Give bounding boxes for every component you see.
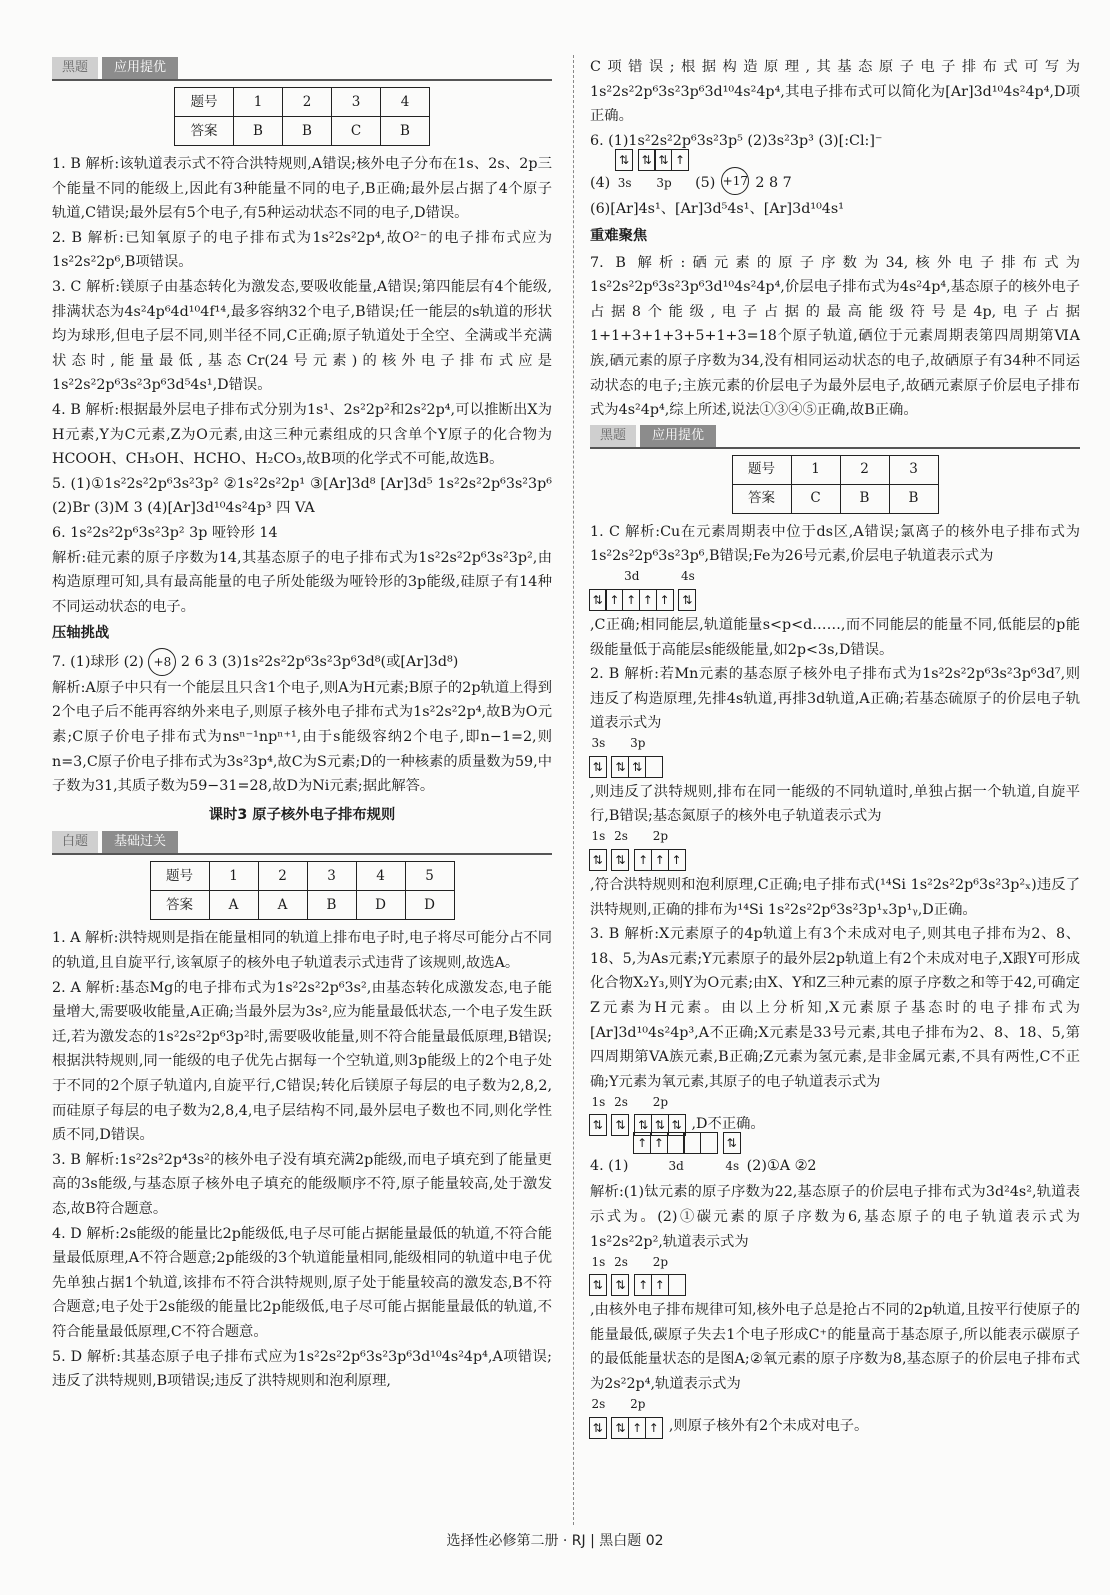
page-footer: 选择性必修第二册 · RJ | 黑白题 02 — [446, 1533, 664, 1549]
table-cell: B — [381, 117, 430, 146]
orbital-2p: 2p ↑ ↑ — [635, 1250, 685, 1297]
answer-item: 7. B 解析:硒元素的原子序数为34,核外电子排布式为1s²2s²2p⁶3s²3p⁶3d¹⁰4s²4p⁴,价层电子排布式为4s²4p⁴,基态原子的核外电子占据8个能级,电子占据的最高能级符号是4p,电子占据1+1+3+1+3+5+1+3=18个原子轨道,硒位于元素周期表第四周期第ⅥA族,硒元素的原子序数为34,没有相同运动状态的电子,故硒原子有34种不同运动状态的电子;主族元素的价层电子为最外层电子,故硒元素原子价层电子排布式为4s²4p⁴,综上所述,说法①③④⑤正确,故B正确。 — [590, 254, 1080, 419]
o-valence-orbital-diagram — [590, 1396, 1080, 1439]
answer-item: 1. B 解析:该轨道表示式不符合洪特规则,A错误;核外电子分布在1s、2s、2p三个能量不同的能级上,因此有3种能量不同的电子,B正确;最外层占据了4个原子轨道,C错误;最外层有5个电子,有5种运动状态不同的电子,D错误。 — [52, 156, 552, 222]
band-tag: 黑题 — [590, 425, 636, 447]
table-cell: 题号 — [732, 455, 791, 484]
q7-lead: 7. (1)球形 (2) — [52, 653, 144, 670]
o-orbital-diagram — [590, 1096, 1080, 1136]
orbital-2p: 2p ⇅ ⇅ ⇅ — [635, 1090, 685, 1137]
table-cell: B — [234, 117, 283, 146]
table-cell: 4 — [381, 88, 430, 117]
band-title: 基础过关 — [102, 831, 178, 853]
orbital-label: 2p — [652, 829, 669, 844]
table-cell: 答案 — [175, 117, 234, 146]
ti-orbital-diagram — [590, 1135, 1080, 1178]
orbital-2s: 2s ⇅ — [613, 824, 630, 871]
band-title: 应用提优 — [102, 57, 178, 79]
orbital-label: 2p — [652, 1254, 669, 1269]
section-band-1 — [52, 57, 552, 81]
answer-item-7 — [52, 648, 552, 676]
section-band-2 — [52, 831, 552, 855]
answer-item: 4. B 解析:根据最外层电子排布式分别为1s¹、2s²2p²和2s²2p⁴,可以推断出X为H元素,Y为C元素,Z为O元素,由这三种元素组成的只含单个Y原子的化合物为HCOOH、CH₃OH、HCHO、H₂CO₃,故B项的化学式不可能,故选B。 — [52, 401, 552, 468]
table-cell: 2 — [840, 455, 889, 484]
orbital-2p: 2p ↑ ↑ ↑ — [635, 824, 685, 871]
table-cell: A — [258, 891, 307, 920]
table-cell: 1 — [791, 455, 840, 484]
table-cell: 1 — [209, 862, 258, 891]
orbital-label: 4s — [725, 1158, 740, 1173]
column-divider — [573, 55, 575, 1525]
table-cell: D — [356, 891, 405, 920]
orbital-label: 1s — [591, 1254, 606, 1269]
answer-item: 3. C 解析:镁原子由基态转化为激发态,要吸收能量,A错误;第四能层有4个能级,排满状态为4s²4p⁶4d¹⁰4f¹⁴,最多容纳32个电子,B错误;任一能层的s轨道的形状均为球形,但电子层不同,则半径不同,C正确;原子轨道处于全空、全满或半充满状态时,能量最低,基态Cr(24号元素)的核外电子排布式应是1s²2s²2p⁶3s²3p⁶3d⁵4s¹,D错误。 — [52, 278, 552, 394]
answer-item: 2. B 解析:已知氧原子的电子排布式为1s²2s²2p⁴,故O²⁻的电子排布式应为1s²2s²2p⁶,B项错误。 — [52, 229, 552, 271]
q4-label: 4. (1) — [590, 1157, 629, 1174]
orbital-1s: 1s ⇅ — [590, 1250, 607, 1297]
orbital-3d: ↑ ↑ 3d — [634, 1132, 718, 1179]
right-column — [590, 55, 1080, 1441]
answer-explanation — [590, 1180, 1080, 1254]
table-cell: B — [283, 117, 332, 146]
table-cell: D — [405, 891, 454, 920]
table-cell: B — [307, 891, 356, 920]
answer-tail: ,D不正确。 — [691, 1115, 765, 1132]
answer-item: 5. (1)①1s²2s²2p⁶3s²3p² ②1s²2s²2p¹ ③[Ar]3d⁸ [Ar]3d⁵ 1s²2s²2p⁶3s²3p⁶ (2)Br (3)M 3 (4)[Ar]3d¹⁰4s²4p³ 四 VA — [52, 475, 552, 517]
table-cell: 2 — [283, 88, 332, 117]
orbital-2s: 2s ⇅ — [590, 1392, 607, 1439]
orbital-3p: 3p ⇅ ⇅ — [613, 731, 663, 778]
answer-item: (6)[Ar]4s¹、[Ar]3d⁵4s¹、[Ar]3d¹⁰4s¹ — [590, 201, 844, 218]
orbital-label: 2s — [614, 1094, 628, 1109]
q6-orbitals-row — [590, 152, 1080, 195]
orbital-3s: 3s ⇅ — [590, 731, 607, 778]
orbital-label: 3d — [668, 1158, 684, 1173]
table-cell: 题号 — [175, 88, 234, 117]
answer-table-1 — [174, 87, 430, 146]
table-cell: 2 — [258, 862, 307, 891]
orbital-label: 3p — [656, 175, 672, 190]
table-cell: 答案 — [732, 484, 791, 513]
answer-table-3 — [732, 455, 939, 514]
orbital-label: 2s — [614, 829, 628, 844]
text-segment: 解析:(1)钛元素的原子序数为22,基态原子的价层电子排布式为3d²4s²,轨道表示式为 — [590, 1184, 1080, 1225]
orbital-3p: ⇅ ⇅ ↑ 3p — [639, 149, 689, 196]
q7-rest: 3 (3)1s²2s²2p⁶3s²3p⁶3d⁸(或[Ar]3d⁸) — [208, 653, 459, 670]
orbital-4s: 4s ⇅ — [680, 564, 697, 611]
answer-item: 3. B 解析:1s²2s²2p⁴3s²的核外电子没有填充满2p能级,而电子填充到了能量更高的3s能级,与基态原子核外电子填充的能级顺序不符,原子能量较高,处于激发态,故B符合题意。 — [52, 1151, 552, 1217]
left-column — [52, 55, 552, 1394]
answer-item: ,符合洪特规则和泡利原理,C正确;电子排布式(¹⁴Si 1s²2s²2p⁶3s²3p²ₓ)违反了洪特规则,正确的排布为¹⁴Si 1s²2s²2p⁶3s²3p¹ₓ3p¹ᵧ,D正确。 — [590, 877, 1080, 918]
lesson-title: 课时3 原子核外电子排布规则 — [208, 806, 396, 823]
q6-part4-label: (4) — [590, 174, 611, 191]
orbital-label: 3s — [617, 175, 632, 190]
table-cell: 1 — [234, 88, 283, 117]
orbital-label: 3p — [630, 736, 646, 751]
q6-part5-label: (5) — [695, 174, 716, 191]
answer-item: 6. 1s²2s²2p⁶3s²3p² 3p 哑铃形 14 — [52, 524, 278, 541]
table-cell: C — [332, 117, 381, 146]
table-cell: C — [791, 484, 840, 513]
s-orbital-diagram — [590, 738, 1080, 778]
answer-explanation: 解析:硅元素的原子序数为14,其基态原子的电子排布式为1s²2s²2p⁶3s²3p²,由构造原理可知,具有最高能量的电子所处能级为哑铃形的3p能级,硅原子有14种不同运动状态的电子。 — [52, 549, 552, 615]
fe-orbital-diagram — [590, 571, 1080, 611]
table-cell: 答案 — [150, 891, 209, 920]
band-title: 应用提优 — [640, 425, 716, 447]
table-cell: B — [889, 484, 938, 513]
answer-item: 1. C 解析:Cu在元素周期表中位于ds区,A错误;氯离子的核外电子排布式为1s²2s²2p⁶3s²3p⁶,B错误;Fe为26号元素,价层电子轨道表示式为 — [590, 523, 1080, 565]
band-tag: 白题 — [52, 831, 98, 853]
table-cell: 3 — [332, 88, 381, 117]
orbital-label: 2s — [591, 1396, 606, 1411]
n-orbital-diagram — [590, 831, 1080, 871]
orbital-label: 1s — [591, 1094, 606, 1109]
table-cell: B — [840, 484, 889, 513]
section-band-3 — [590, 425, 1080, 449]
orbital-label: 2p — [652, 1094, 669, 1109]
orbital-label: 3d — [624, 569, 640, 584]
orbital-3d: 3d ⇅ ↑ ↑ ↑ ↑ — [590, 564, 674, 611]
table-cell: 3 — [889, 455, 938, 484]
orbital-2s: 2s ⇅ — [613, 1090, 630, 1137]
answer-item: ,C正确;相同能层,轨道能量s<p<d……,而不同能层的能量不同,低能层的p能级能量低于高能层s能级能量,如2p<3s,D错误。 — [590, 616, 1080, 658]
orbital-3s: ⇅ 3s — [616, 149, 633, 196]
table-cell: 4 — [356, 862, 405, 891]
atom-nucleus-icon: +17 — [721, 167, 749, 195]
orbital-label: 3s — [591, 736, 606, 751]
orbital-1s: 1s ⇅ — [590, 824, 607, 871]
answer-tail: ,则原子核外有2个未成对电子。 — [668, 1417, 869, 1434]
section-heading: 压轴挑战 — [52, 625, 110, 642]
answer-item: 4. D 解析:2s能级的能量比2p能级低,电子尽可能占据能量最低的轨道,不符合能量最低原理,A不符合题意;2p能级的3个轨道能量相同,能级相同的轨道中电子优先单独占据1个轨道,该排布不符合洪特规则,原子处于能量较高的激发态,B不符合题意;电子处于2s能级的能量比2p能级低,电子尽可能占据能量最低的轨道,不符合能量最低原理,C不符合题意。 — [52, 1225, 552, 1340]
band-tag: 黑题 — [52, 57, 98, 79]
answer-explanation: ,由核外电子排布规律可知,核外电子总是抢占不同的2p轨道,且按平行使原子的能量最低,碳原子失去1个电子形成C⁺的能量高于基态原子,所以能表示碳原子的最低能量状态的是图A;②氧元素的原子序数为8,基态原子的价层电子排布式为2s²2p⁴,轨道表示式为 — [590, 1302, 1080, 1392]
table-cell: A — [209, 891, 258, 920]
orbital-2s: 2s ⇅ — [613, 1250, 630, 1297]
answer-item: 2. A 解析:基态Mg的电子排布式为1s²2s²2p⁶3s²,由基态转化成激发态,电子能量增大,需要吸收能量,A正确;当最外层为3s²,应为能量最低状态,一个电子发生跃迁,若为激发态的1s²2s²2p⁶3p²时,需要吸收能量,则不符合能量最低原理,B错误;根据洪特规则,同一能级的电子优先占据每一个空轨道,则3p能级上的2个电子处于不同的2个原子轨道内,自旋平行,C错误;转化后镁原子每层的电子数为2,8,2,而硅原子每层的电子数为2,8,4,电子层结构不同,最外层电子数也不同,则化学性质不同,D错误。 — [52, 979, 552, 1144]
answer-item: 5. D 解析:其基态原子电子排布式应为1s²2s²2p⁶3s²3p⁶3d¹⁰4s²4p⁴,A项错误;违反了洪特规则,B项错误;违反了洪特规则和泡利原理, — [52, 1348, 552, 1390]
table-cell: 3 — [307, 862, 356, 891]
orbital-2p: 2p ⇅ ↑ ↑ — [613, 1392, 663, 1439]
atom-shells: 2 6 — [180, 653, 204, 670]
atom-nucleus-icon: +8 — [148, 648, 176, 676]
text-segment: 。(2)①碳元素的原子序数为6,基态原子的电子轨道表示式为1s²2s²2p²,轨道表示式为 — [590, 1209, 1081, 1250]
answer-item: 6. (1)1s²2s²2p⁶3s²3p⁵ (2)3s²3p³ (3)[:Cl:]⁻ — [590, 132, 883, 149]
q4-part2: (2)①A ②2 — [746, 1157, 817, 1174]
orbital-label: 1s — [591, 829, 606, 844]
orbital-4s: ⇅ 4s — [724, 1132, 741, 1179]
answer-continuation: C项错误;根据构造原理,其基态原子电子排布式可写为1s²2s²2p⁶3s²3p⁶3d¹⁰4s²4p⁴,其电子排布式可以简化为[Ar]3d¹⁰4s²4p⁴,D项正确。 — [590, 59, 1080, 125]
answer-table-2 — [150, 861, 455, 920]
orbital-label: 4s — [680, 569, 695, 584]
table-cell: 题号 — [150, 862, 209, 891]
answer-item: 2. B 解析:若Mn元素的基态原子核外电子排布式为1s²2s²2p⁶3s²3p⁶3d⁷,则违反了构造原理,先排4s轨道,再排3d轨道,A正确;若基态硫原子的价层电子轨道表示式为 — [590, 666, 1080, 732]
answer-item: ,则违反了洪特规则,排布在同一能级的不同轨道时,单独占据一个轨道,自旋平行,B错误;基态氮原子的核外电子轨道表示式为 — [590, 783, 1080, 825]
table-cell: 5 — [405, 862, 454, 891]
orbital-label: 2p — [630, 1396, 646, 1411]
atom-shells: 2 8 7 — [755, 174, 792, 191]
answer-item: 1. A 解析:洪特规则是指在能量相同的轨道上排布电子时,电子将尽可能分占不同的轨道,且自旋平行,该氧原子的核外电子轨道表示式违背了该规则,故选A。 — [52, 930, 552, 972]
answer-explanation: 解析:A原子中只有一个能层且只含1个电子,则A为H元素;B原子的2p轨道上得到2个电子后不能再容纳外来电子,则原子核外电子排布式为1s²2s²2p⁴,故B为O元素;C原子价电子排布式为nsⁿ⁻¹npⁿ⁺¹,由于s能级容纳2个电子,即n−1=2,则n=3,C原子价电子排布式为3s²3p⁴,故C为S元素;D的一种核素的质量数为59,中子数为31,其质子数为59−31=28,故D为Ni元素;据此解答。 — [52, 679, 552, 795]
orbital-label: 2s — [614, 1254, 628, 1269]
section-heading: 重难聚焦 — [590, 227, 648, 244]
c-orbital-diagram — [590, 1256, 1080, 1296]
answer-item: 3. B 解析:X元素原子的4p轨道上有3个未成对电子,则其电子排布为2、8、18、5,为As元素;Y元素原子的最外层2p轨道上有2个未成对电子,X跟Y可形成化合物X₂Y₃,则Y为O元素;由X、Y和Z三种元素的原子序数之和等于42,可确定Z元素为H元素。由以上分析知,X元素原子基态时的电子排布式为[Ar]3d¹⁰4s²4p³,A不正确;X元素是33号元素,其电子排布为2、8、18、5,第四周期第VA族元素,B正确;Z元素为氢元素,是非金属元素,不具有两性,C不正确;Y元素为氧元素,其原子的电子轨道表示式为 — [590, 926, 1080, 1090]
orbital-1s: 1s ⇅ — [590, 1090, 607, 1137]
